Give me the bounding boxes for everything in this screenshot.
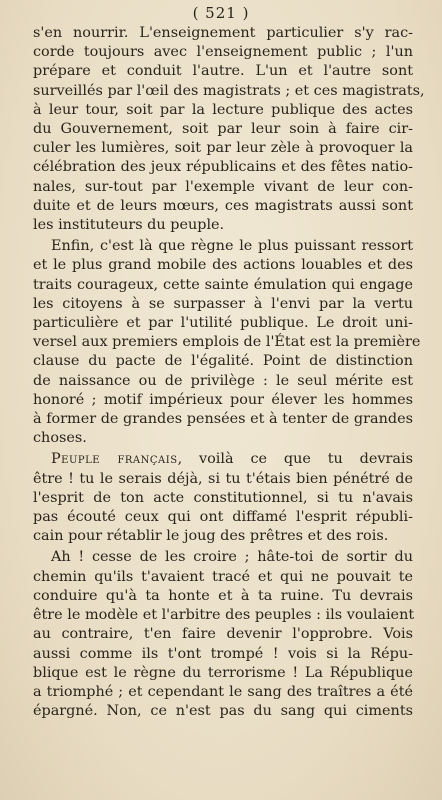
- text-line: Enfin, c'est là que règne le plus puissant ressort: [51, 238, 413, 255]
- smallcaps-heading: Peuple français: [51, 451, 178, 468]
- text-line: au contraire, t'en faire devenir l'opprobre. Vois: [33, 626, 413, 643]
- text-line: s'en nourrir. L'enseignement particulier s'y rac-: [33, 25, 413, 41]
- paragraph-2: [33, 237, 421, 448]
- text-line: l'esprit de ton acte constitutionnel, si tu n'avais: [33, 489, 413, 506]
- text-line: Ah ! cesse de les croire ; hâte-toi de sortir du: [51, 549, 413, 566]
- text-line: cain pour rétablir le joug des prêtres et des rois.: [33, 528, 389, 545]
- text-line: être ! tu le serais déjà, si tu t'étais bien pénétré de: [33, 470, 413, 487]
- text-line: prépare et conduit l'autre. L'un et l'autre sont: [33, 63, 413, 80]
- text-line: versel aux premiers emplois de l'État est la première: [33, 334, 421, 351]
- text-line: duite et de leurs mœurs, ces magistrats aussi sont: [33, 197, 413, 214]
- text-line: clause du pacte de l'égalité. Point de distinction: [33, 353, 413, 370]
- text-line: chemin qu'ils t'avaient tracé et qui ne pouvait te: [33, 568, 413, 585]
- text-line: être le modèle et l'arbitre des peuples : ils voulaient: [33, 607, 415, 624]
- text-fragment: , voilà ce que tu devrais: [177, 451, 413, 468]
- text-line: les citoyens à se surpasser à l'envi par la vertu: [33, 295, 413, 312]
- text-line: blique est le règne du terrorisme ! La République: [33, 664, 413, 681]
- page-number: ( 521 ): [192, 4, 250, 22]
- text-line: particulière et par l'utilité publique. Le droit uni-: [33, 315, 413, 332]
- text-line: choses.: [33, 430, 87, 447]
- paragraph-3: [33, 450, 413, 546]
- text-line: [33, 450, 413, 469]
- text-line: et le plus grand mobile des actions louables et des: [33, 257, 413, 274]
- text-line: épargné. Non, ce n'est pas du sang qui ciments: [33, 703, 413, 720]
- text-line: a triomphé ; et cependant le sang des traîtres a été: [33, 683, 413, 700]
- text-line: traits courageux, cette sainte émulation qui engage: [33, 276, 413, 293]
- text-line: aussi comme ils t'ont trompé ! vois si la Répu-: [33, 645, 413, 662]
- text-line: du Gouvernement, soit par leur soin à faire cir-: [33, 121, 413, 138]
- text-line: à former de grandes pensées et à tenter de grandes: [33, 411, 413, 428]
- text-line: honoré ; motif impérieux pour élever les hommes: [33, 391, 413, 408]
- text-line: corde toujours avec l'enseignement public ; l'un: [33, 44, 413, 61]
- paragraph-1: [33, 24, 425, 235]
- text-line: de naissance ou de privilège : le seul mérite est: [33, 372, 413, 389]
- text-line: pas écouté ceux qui ont diffamé l'esprit républi-: [33, 509, 413, 526]
- text-line: nales, sur-tout par l'exemple vivant de leur con-: [33, 178, 413, 195]
- text-line: conduire qu'à ta honte et à ta ruine. Tu devrais: [33, 587, 413, 604]
- text-line: culer les lumières, soit par leur zèle à provoquer la: [33, 140, 413, 157]
- text-line: à leur tour, soit par la lecture publique des actes: [33, 101, 413, 118]
- text-line: surveillés par l'œil des magistrats ; et ces magistrats,: [33, 82, 425, 99]
- paragraph-4: [33, 548, 413, 721]
- text-line: les instituteurs du peuple.: [33, 217, 225, 234]
- body-text: [33, 24, 425, 721]
- text-line: célébration des jeux républicains et des fêtes natio-: [33, 159, 413, 176]
